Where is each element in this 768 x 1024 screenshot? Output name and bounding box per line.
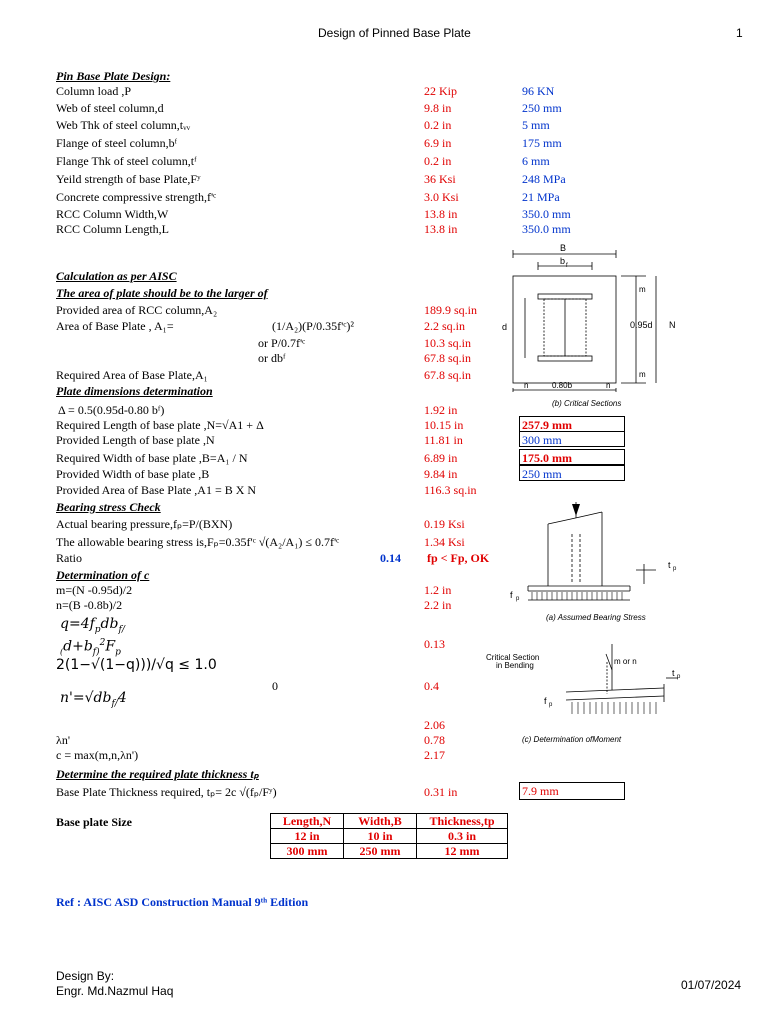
provided-area-value: 189.9 sq.in	[424, 303, 478, 317]
size-table	[270, 813, 508, 859]
input-value-imperial: 36 Ksi	[424, 172, 456, 186]
fig1-label-n-right: n	[606, 381, 611, 390]
fig3-label-fp: f	[544, 696, 547, 706]
delta-value: 1.92 in	[424, 403, 458, 417]
input-heading: Pin Base Plate Design:	[56, 69, 171, 83]
area-label: Area of Base Plate , A₁=	[56, 319, 174, 333]
input-value-imperial: 3.0 Ksi	[424, 190, 459, 204]
req-length-value: 10.15 in	[424, 418, 464, 432]
ratio-value: 0.14	[380, 551, 401, 565]
lambda-value: 0.4	[424, 679, 439, 693]
thickness-value: 0.31 in	[424, 785, 458, 799]
svg-text:p: p	[516, 596, 520, 602]
prov-area-value: 116.3 sq.in	[424, 483, 477, 497]
svg-text:p: p	[549, 702, 553, 708]
dim-heading: Plate dimensions determination	[56, 384, 213, 398]
req-length-label: Required Length of base plate ,N=√A1 + Δ	[56, 418, 264, 432]
fig1-label-m-bottom: m	[639, 370, 646, 379]
fig3-m-or-n: m or n	[614, 657, 637, 666]
size-row-in	[271, 829, 508, 844]
size-header-row	[271, 814, 508, 829]
svg-text:p: p	[677, 674, 681, 680]
input-value-si: 250 mm	[522, 101, 562, 115]
size-label: Base plate Size	[56, 815, 132, 829]
design-by-label: Design By:	[56, 969, 115, 983]
m-value: 1.2 in	[424, 583, 452, 597]
fig1-label-N: N	[669, 320, 676, 330]
lambda-n-value: 0.78	[424, 733, 445, 747]
req-width-label: Required Width of base plate ,B=A₁ / N	[56, 451, 248, 465]
input-label: Yeild strength of base Plate,Fʸ	[56, 172, 201, 186]
critical-sections-figure	[496, 240, 696, 412]
delta-label: Δ = 0.5(0.95d-0.80 bᶠ)	[58, 403, 165, 417]
fig1-label-bf: b	[560, 256, 566, 266]
input-label: RCC Column Width,W	[56, 207, 169, 221]
size-width-mm: 250 mm	[344, 844, 417, 859]
input-value-imperial: 22 Kip	[424, 84, 457, 98]
q-equation: $q=4f_pdb_{f/}$	[60, 616, 125, 635]
prov-length-box: 300 mm	[519, 431, 625, 447]
req-area-label: Required Area of Base Plate,A₁	[56, 368, 208, 382]
fig3-critical-section: Critical Section	[486, 653, 540, 662]
thickness-heading: Determine the required plate thickness tₚ	[56, 767, 259, 781]
page-number: 1	[736, 26, 743, 40]
svg-text:f: f	[566, 263, 568, 269]
provided-area-label: Provided area of RCC column,A₂	[56, 303, 218, 317]
allowable-bearing-value: 1.34 Ksi	[424, 535, 465, 549]
fig1-label-095d: 0.95d	[630, 320, 653, 330]
prov-length-label: Provided Length of base plate ,N	[56, 433, 215, 447]
fig1-label-080bf: 0.80b	[552, 381, 573, 390]
area-value-1: 2.2 sq.in	[424, 319, 466, 333]
fig3-label-tp: t	[672, 668, 675, 678]
actual-bearing-label: Actual bearing pressure,fₚ=P/(BXN)	[56, 517, 233, 531]
svg-text:p: p	[673, 566, 677, 572]
input-label: Flange Thk of steel column,tᶠ	[56, 154, 197, 168]
fig2-label-fp: f	[510, 590, 513, 600]
size-header-thickness: Thickness,tp	[417, 814, 508, 829]
engineer-name: Engr. Md.Nazmul Haq	[56, 984, 174, 998]
fig1-caption: (b) Critical Sections	[552, 399, 622, 408]
prov-area-label: Provided Area of Base Plate ,A1 = B X N	[56, 483, 257, 497]
reference: Ref : AISC ASD Construction Manual 9ᵗʰ Edition	[56, 895, 309, 909]
fig1-label-m-top: m	[639, 285, 646, 294]
prov-width-label: Provided Width of base plate ,B	[56, 467, 210, 481]
input-value-imperial: 13.8 in	[424, 207, 458, 221]
allowable-bearing-label: The allowable bearing stress is,Fₚ=0.35f'ᶜ √(A₂/A₁) ≤ 0.7f'ᶜ	[56, 535, 340, 549]
area-heading: The area of plate should be to the larger of	[56, 286, 268, 300]
input-value-imperial: 0.2 in	[424, 118, 452, 132]
ratio-check: fp < Fp, OK	[427, 551, 490, 565]
size-row-mm	[271, 844, 508, 859]
m-label: m=(N -0.95d)/2	[56, 583, 133, 597]
input-label: Web Thk of steel column,tᵥᵥ	[56, 118, 191, 132]
area-formula-3: or dbᶠ	[258, 351, 286, 365]
size-header-length: Length,N	[271, 814, 344, 829]
c-heading: Determination of c	[56, 568, 150, 582]
calc-heading: Calculation as per AISC	[56, 269, 177, 283]
q-equation-denominator: $_(d+b_{f)}^2F_p$	[60, 638, 121, 658]
input-value-si: 6 mm	[522, 154, 550, 168]
input-label: Concrete compressive strength,f'ᶜ	[56, 190, 217, 204]
area-formula-2: or P/0.7f'ᶜ	[258, 336, 306, 350]
input-value-si: 5 mm	[522, 118, 550, 132]
input-value-imperial: 13.8 in	[424, 222, 458, 236]
prov-width-box: 250 mm	[519, 465, 625, 481]
footer-date: 01/07/2024	[681, 978, 742, 992]
input-value-si: 350.0 mm	[522, 207, 571, 221]
size-length-in: 12 in	[271, 829, 344, 844]
req-length-box: 257.9 mm	[519, 416, 625, 432]
nprime-value: 2.06	[424, 718, 445, 732]
input-value-imperial: 9.8 in	[424, 101, 452, 115]
bearing-stress-figure	[506, 494, 686, 626]
input-value-imperial: 6.9 in	[424, 136, 452, 150]
input-label: Web of steel column,d	[56, 101, 164, 115]
input-label: Flange of steel column,bᶠ	[56, 136, 178, 150]
fig3-caption: (c) Determination ofMoment	[522, 735, 622, 744]
size-header-width: Width,B	[344, 814, 417, 829]
nprime-equation: $n'=√db_{f/}4$	[60, 690, 127, 709]
input-value-imperial: 0.2 in	[424, 154, 452, 168]
req-width-box: 175.0 mm	[519, 449, 625, 465]
q-value: 0.13	[424, 637, 445, 651]
input-value-si: 21 MPa	[522, 190, 560, 204]
req-area-value: 67.8 sq.in	[424, 368, 472, 382]
input-value-si: 248 MPa	[522, 172, 566, 186]
ratio-label: Ratio	[56, 551, 82, 565]
fig2-caption: (a) Assumed Bearing Stress	[546, 613, 646, 622]
moment-figure	[482, 640, 692, 748]
zero-value: 0	[272, 679, 278, 693]
actual-bearing-value: 0.19 Ksi	[424, 517, 465, 531]
fig1-label-d: d	[502, 322, 508, 332]
prov-width-value: 9.84 in	[424, 467, 458, 481]
lambda-equation: 2(1−√(1−q)))/√q ≤ 1.0	[56, 657, 217, 673]
input-label: RCC Column Length,L	[56, 222, 170, 236]
thickness-label: Base Plate Thickness required, tₚ= 2c √(fₚ/Fʸ)	[56, 785, 277, 799]
fig3-in-bending: in Bending	[496, 661, 534, 670]
fig1-label-B: B	[560, 243, 567, 253]
input-value-si: 175 mm	[522, 136, 562, 150]
area-value-2: 10.3 sq.in	[424, 336, 472, 350]
c-label: c = max(m,n,λn')	[56, 748, 139, 762]
area-formula-1: (1/A₂)(P/0.35f'ᶜ)²	[272, 319, 355, 333]
area-value-3: 67.8 sq.in	[424, 351, 472, 365]
input-value-si: 96 KN	[522, 84, 555, 98]
size-thickness-in: 0.3 in	[417, 829, 508, 844]
size-thickness-mm: 12 mm	[417, 844, 508, 859]
thickness-box: 7.9 mm	[519, 782, 625, 800]
req-width-value: 6.89 in	[424, 451, 458, 465]
lambda-n-label: λn'	[56, 733, 70, 747]
n-label: n=(B -0.8b)/2	[56, 598, 123, 612]
size-length-mm: 300 mm	[271, 844, 344, 859]
fig1-label-n-left: n	[524, 381, 529, 390]
input-label: Column load ,P	[56, 84, 132, 98]
fig2-label-tp: t	[668, 560, 671, 570]
input-value-si: 350.0 mm	[522, 222, 571, 236]
bearing-heading: Bearing stress Check	[56, 500, 161, 514]
n-value: 2.2 in	[424, 598, 452, 612]
prov-length-value: 11.81 in	[424, 433, 463, 447]
page-title: Design of Pinned Base Plate	[318, 26, 471, 40]
size-width-in: 10 in	[344, 829, 417, 844]
c-value: 2.17	[424, 748, 445, 762]
